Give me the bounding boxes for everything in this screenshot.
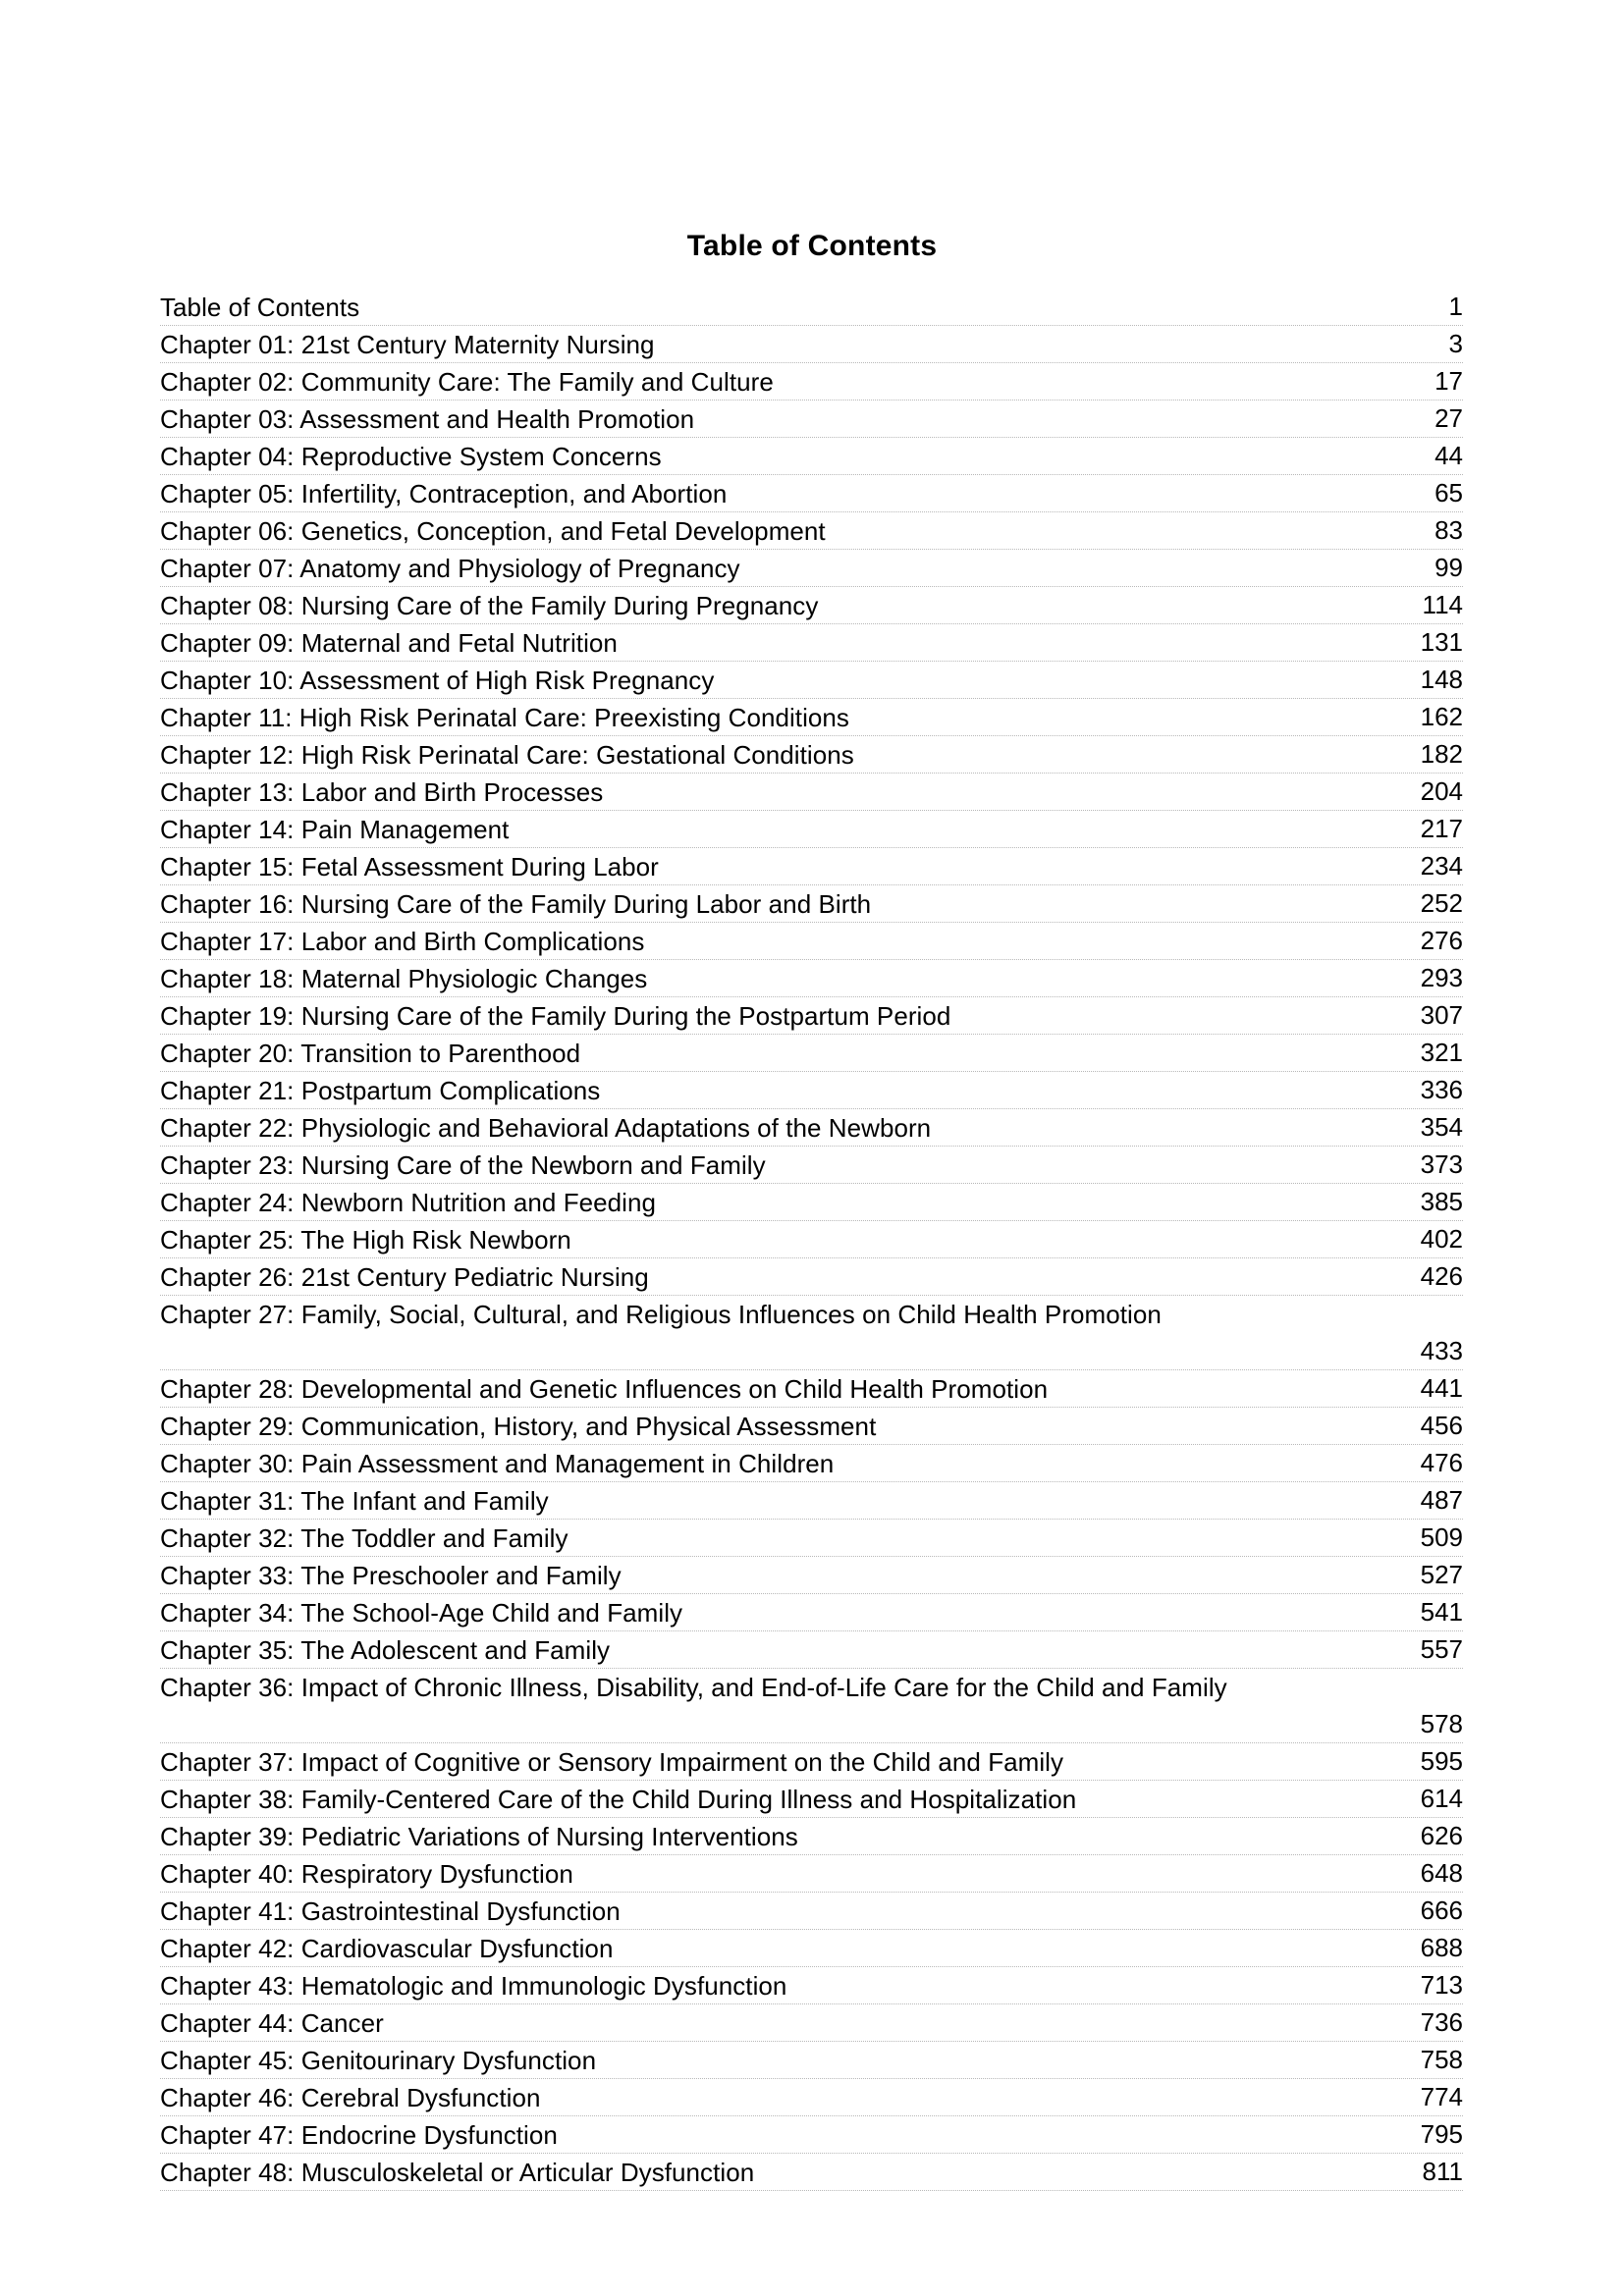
toc-entry[interactable] [160, 736, 1463, 774]
toc-entry-label: Chapter 31: The Infant and Family [160, 1486, 549, 1516]
toc-entry-page-number: 487 [1420, 1485, 1463, 1515]
toc-entry-label: Chapter 04: Reproductive System Concerns [160, 442, 662, 471]
toc-entry-label: Chapter 41: Gastrointestinal Dysfunction [160, 1896, 621, 1926]
toc-entry[interactable] [160, 550, 1463, 587]
toc-entry-label: Chapter 32: The Toddler and Family [160, 1523, 568, 1553]
toc-entry[interactable] [160, 1258, 1463, 1296]
toc-entry-label: Chapter 34: The School-Age Child and Family [160, 1598, 683, 1628]
toc-entry-page-number: 17 [1435, 366, 1463, 396]
toc-entry-page-number: 713 [1420, 1970, 1463, 2000]
toc-entry[interactable] [160, 1035, 1463, 1072]
toc-entry[interactable] [160, 326, 1463, 363]
toc-entry-label: Chapter 42: Cardiovascular Dysfunction [160, 1934, 614, 1963]
toc-entry-label: Chapter 02: Community Care: The Family and Culture [160, 367, 774, 397]
toc-entry[interactable] [160, 811, 1463, 848]
toc-entry-page-number: 795 [1420, 2119, 1463, 2149]
toc-entry-label: Chapter 25: The High Risk Newborn [160, 1225, 571, 1255]
toc-entry-page-number: 433 [1420, 1336, 1463, 1365]
toc-entry-page-number: 148 [1420, 665, 1463, 694]
toc-entry-page-number: 648 [1420, 1858, 1463, 1888]
toc-entry-page-number: 541 [1420, 1597, 1463, 1627]
toc-entry-label: Chapter 37: Impact of Cognitive or Sensory Impairment on the Child and Family [160, 1747, 1064, 1777]
toc-entry-page-number: 276 [1420, 926, 1463, 955]
toc-entry-label: Chapter 12: High Risk Perinatal Care: Gestational Conditions [160, 740, 854, 770]
toc-entry-page-number: 354 [1420, 1112, 1463, 1142]
toc-entry-page-number: 1 [1448, 292, 1463, 321]
toc-entry[interactable] [160, 1855, 1463, 1893]
toc-entry-page-number: 509 [1420, 1522, 1463, 1552]
toc-entry-page-number: 336 [1420, 1075, 1463, 1104]
toc-entry-label: Chapter 16: Nursing Care of the Family During Labor and Birth [160, 889, 872, 919]
toc-entry[interactable] [160, 400, 1463, 438]
toc-entry-page-number: 99 [1435, 553, 1463, 582]
toc-entry[interactable] [160, 587, 1463, 624]
toc-entry[interactable] [160, 699, 1463, 736]
toc-entry-label: Chapter 01: 21st Century Maternity Nursing [160, 330, 655, 359]
toc-entry-page-number: 162 [1420, 702, 1463, 731]
toc-entry-label: Chapter 30: Pain Assessment and Management in Children [160, 1449, 835, 1478]
toc-entry-page-number: 65 [1435, 478, 1463, 507]
toc-entry-page-number: 666 [1420, 1896, 1463, 1925]
toc-entry-page-number: 114 [1422, 590, 1463, 619]
toc-entry-label: Chapter 22: Physiologic and Behavioral Adaptations of the Newborn [160, 1113, 932, 1143]
toc-entry-page-number: 131 [1420, 627, 1463, 657]
toc-entry[interactable] [160, 1631, 1463, 1669]
toc-entry-label: Chapter 05: Infertility, Contraception, and Abortion [160, 479, 728, 508]
toc-entry[interactable] [160, 438, 1463, 475]
toc-entry-page-number: 758 [1420, 2045, 1463, 2074]
toc-entry[interactable] [160, 624, 1463, 662]
toc-entry-label: Chapter 18: Maternal Physiologic Changes [160, 964, 648, 993]
toc-entry[interactable] [160, 512, 1463, 550]
toc-entry-page-number: 595 [1420, 1746, 1463, 1776]
toc-entry[interactable] [160, 1296, 1463, 1370]
toc-entry-page-number: 774 [1420, 2082, 1463, 2111]
toc-entry-label: Chapter 46: Cerebral Dysfunction [160, 2083, 541, 2112]
toc-entry[interactable] [160, 1147, 1463, 1184]
toc-entry-label: Chapter 06: Genetics, Conception, and Fetal Development [160, 516, 826, 546]
toc-entry-page-number: 182 [1420, 739, 1463, 769]
toc-entry-label: Chapter 11: High Risk Perinatal Care: Preexisting Conditions [160, 703, 849, 732]
toc-entry[interactable] [160, 1482, 1463, 1520]
toc-entry-label: Chapter 27: Family, Social, Cultural, and Religious Influences on Child Health Promotion [160, 1300, 1162, 1329]
toc-entry-label: Chapter 44: Cancer [160, 2008, 384, 2038]
toc-entry-label: Chapter 39: Pediatric Variations of Nursing Interventions [160, 1822, 798, 1851]
toc-entry-label: Chapter 36: Impact of Chronic Illness, Disability, and End-of-Life Care for the Child and Family [160, 1673, 1227, 1702]
toc-entry[interactable] [160, 1109, 1463, 1147]
toc-entry[interactable] [160, 1669, 1463, 1743]
toc-entry-label: Table of Contents [160, 293, 360, 322]
toc-entry-page-number: 217 [1420, 814, 1463, 843]
toc-entry-page-number: 252 [1420, 888, 1463, 918]
toc-entry-label: Chapter 23: Nursing Care of the Newborn and Family [160, 1150, 766, 1180]
toc-entry[interactable] [160, 1408, 1463, 1445]
toc-entry-page-number: 626 [1420, 1821, 1463, 1850]
toc-entry-label: Chapter 13: Labor and Birth Processes [160, 777, 604, 807]
toc-entry[interactable] [160, 1520, 1463, 1557]
toc-entry-page-number: 402 [1420, 1224, 1463, 1254]
toc-entry[interactable] [160, 2079, 1463, 2116]
toc-entry[interactable] [160, 1743, 1463, 1781]
toc-entry-page-number: 441 [1420, 1373, 1463, 1403]
toc-entry-page-number: 321 [1420, 1038, 1463, 1067]
toc-entry[interactable] [160, 1781, 1463, 1818]
toc-entry[interactable] [160, 1818, 1463, 1855]
toc-entry[interactable] [160, 289, 1463, 326]
toc-entry-label: Chapter 29: Communication, History, and Physical Assessment [160, 1412, 877, 1441]
toc-entry-page-number: 27 [1435, 403, 1463, 433]
toc-entry[interactable] [160, 1557, 1463, 1594]
toc-entry-label: Chapter 28: Developmental and Genetic Influences on Child Health Promotion [160, 1374, 1049, 1404]
toc-entry[interactable] [160, 2116, 1463, 2154]
toc-entry-label: Chapter 48: Musculoskeletal or Articular Dysfunction [160, 2158, 755, 2187]
toc-entry[interactable] [160, 2004, 1463, 2042]
page-title: Table of Contents [686, 230, 938, 263]
toc-entry[interactable] [160, 363, 1463, 400]
toc-entry-page-number: 736 [1420, 2007, 1463, 2037]
toc-entry-label: Chapter 45: Genitourinary Dysfunction [160, 2046, 597, 2075]
toc-entry[interactable] [160, 1967, 1463, 2004]
toc-entry-label: Chapter 21: Postpartum Complications [160, 1076, 601, 1105]
toc-entry[interactable] [160, 885, 1463, 923]
toc-entry-page-number: 293 [1420, 963, 1463, 992]
table-of-contents-list [160, 289, 1463, 2191]
toc-entry-label: Chapter 43: Hematologic and Immunologic Dysfunction [160, 1971, 787, 2001]
toc-entry-page-number: 527 [1420, 1560, 1463, 1589]
toc-entry[interactable] [160, 1184, 1463, 1221]
toc-entry-page-number: 476 [1420, 1448, 1463, 1477]
toc-entry-label: Chapter 20: Transition to Parenthood [160, 1039, 581, 1068]
toc-entry-page-number: 44 [1435, 441, 1463, 470]
toc-entry[interactable] [160, 662, 1463, 699]
toc-entry-label: Chapter 17: Labor and Birth Complications [160, 927, 645, 956]
toc-entry-page-number: 614 [1420, 1784, 1463, 1813]
toc-entry-label: Chapter 14: Pain Management [160, 815, 510, 844]
toc-entry-label: Chapter 07: Anatomy and Physiology of Pregnancy [160, 554, 740, 583]
toc-entry-page-number: 426 [1420, 1261, 1463, 1291]
toc-entry-page-number: 83 [1435, 515, 1463, 545]
toc-entry-label: Chapter 38: Family-Centered Care of the Child During Illness and Hospitalization [160, 1785, 1077, 1814]
toc-entry[interactable] [160, 1370, 1463, 1408]
toc-entry[interactable] [160, 848, 1463, 885]
toc-entry-label: Chapter 47: Endocrine Dysfunction [160, 2120, 558, 2150]
toc-entry-label: Chapter 08: Nursing Care of the Family During Pregnancy [160, 591, 819, 620]
toc-entry[interactable] [160, 1221, 1463, 1258]
toc-entry[interactable] [160, 1893, 1463, 1930]
toc-entry-label: Chapter 09: Maternal and Fetal Nutrition [160, 628, 618, 658]
toc-entry-page-number: 385 [1420, 1187, 1463, 1216]
toc-entry[interactable] [160, 997, 1463, 1035]
toc-entry[interactable] [160, 1594, 1463, 1631]
toc-entry[interactable] [160, 774, 1463, 811]
toc-entry-label: Chapter 35: The Adolescent and Family [160, 1635, 611, 1665]
toc-entry[interactable] [160, 1930, 1463, 1967]
toc-entry-label: Chapter 10: Assessment of High Risk Pregnancy [160, 666, 715, 695]
toc-entry-page-number: 307 [1420, 1000, 1463, 1030]
toc-entry[interactable] [160, 960, 1463, 997]
toc-entry-page-number: 557 [1420, 1634, 1463, 1664]
toc-entry-label: Chapter 03: Assessment and Health Promotion [160, 404, 695, 434]
toc-entry[interactable] [160, 1072, 1463, 1109]
toc-entry-label: Chapter 15: Fetal Assessment During Labor [160, 852, 659, 881]
toc-entry-page-number: 688 [1420, 1933, 1463, 1962]
toc-entry[interactable] [160, 1445, 1463, 1482]
toc-entry-page-number: 234 [1420, 851, 1463, 881]
toc-entry-label: Chapter 33: The Preschooler and Family [160, 1561, 622, 1590]
toc-entry-page-number: 811 [1422, 2157, 1463, 2186]
toc-entry-page-number: 578 [1420, 1709, 1463, 1738]
toc-entry-page-number: 456 [1420, 1411, 1463, 1440]
toc-entry[interactable] [160, 2042, 1463, 2079]
toc-entry-label: Chapter 24: Newborn Nutrition and Feeding [160, 1188, 657, 1217]
toc-entry-label: Chapter 26: 21st Century Pediatric Nursing [160, 1262, 649, 1292]
toc-entry-label: Chapter 40: Respiratory Dysfunction [160, 1859, 573, 1889]
toc-entry[interactable] [160, 2154, 1463, 2191]
toc-entry-label: Chapter 19: Nursing Care of the Family During the Postpartum Period [160, 1001, 951, 1031]
toc-entry-page-number: 204 [1420, 776, 1463, 806]
toc-entry-page-number: 3 [1448, 329, 1463, 358]
toc-entry[interactable] [160, 923, 1463, 960]
toc-entry-page-number: 373 [1420, 1149, 1463, 1179]
toc-entry[interactable] [160, 475, 1463, 512]
